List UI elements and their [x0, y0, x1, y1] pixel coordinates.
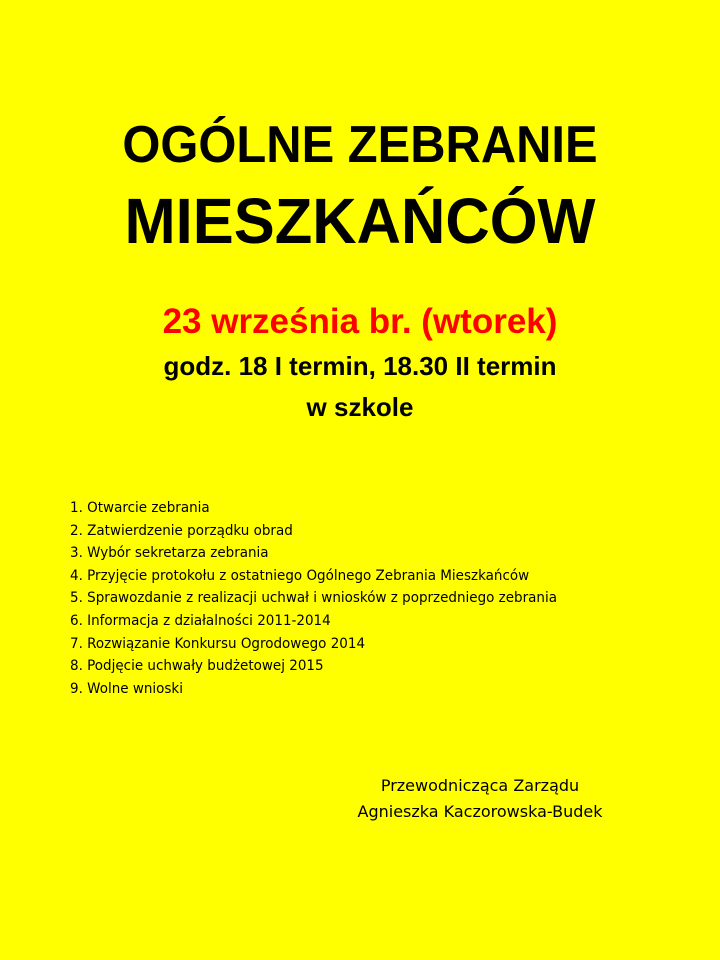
agenda-item: 3. Wybór sekretarza zebrania [70, 545, 269, 562]
title-line-1: OGÓLNE ZEBRANIE [122, 116, 598, 174]
title-line-2: MIESZKAŃCÓW [124, 185, 596, 257]
agenda-item: 2. Zatwierdzenie porządku obrad [70, 522, 293, 539]
meeting-time: godz. 18 I termin, 18.30 II termin [163, 351, 557, 381]
signature-role: Przewodnicząca Zarządu [380, 776, 580, 795]
signature-name: Agnieszka Kaczorowska-Budek [357, 802, 603, 821]
meeting-date: 23 września br. (wtorek) [162, 302, 558, 341]
meeting-place: w szkole [306, 392, 414, 422]
agenda-item: 6. Informacja z działalności 2011-2014 [70, 612, 331, 629]
agenda-item: 8. Podjęcie uchwały budżetowej 2015 [70, 658, 324, 675]
agenda-item: 5. Sprawozdanie z realizacji uchwał i wniosków z poprzedniego zebrania [70, 590, 557, 607]
agenda-item: 1. Otwarcie zebrania [70, 500, 210, 516]
agenda-item: 4. Przyjęcie protokołu z ostatniego Ogólnego Zebrania Mieszkańców [70, 567, 530, 584]
agenda-item: 9. Wolne wnioski [70, 680, 183, 697]
agenda-item: 7. Rozwiązanie Konkursu Ogrodowego 2014 [70, 635, 366, 652]
agenda-list [70, 497, 594, 700]
